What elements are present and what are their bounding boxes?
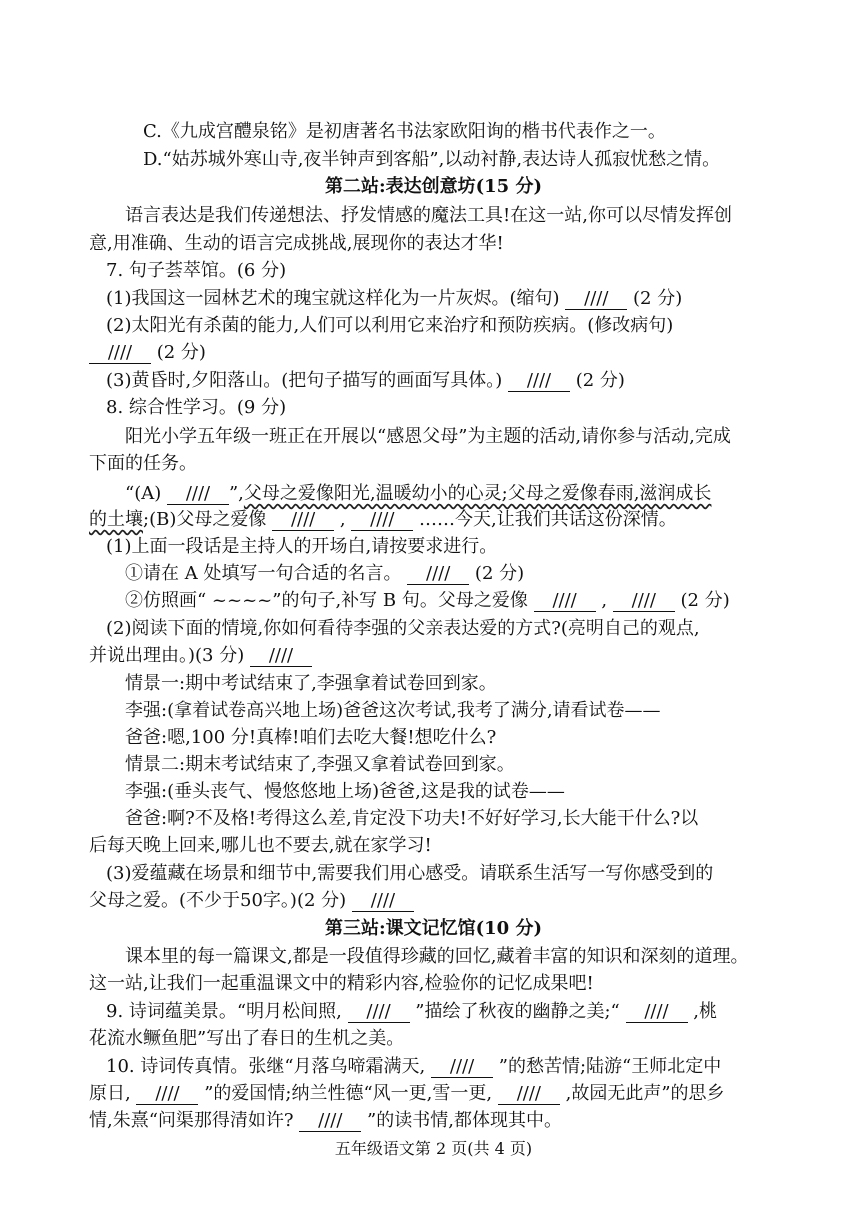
answer-blank[interactable]: //// [250, 646, 312, 667]
page-footer: 五年级语文第 2 页(共 4 页) [334, 1139, 533, 1158]
scene-line: 李强:(垂头丧气、慢悠悠地上场)爸爸,这是我的试卷—— [125, 781, 565, 802]
scene-line: 情景一:期中考试结束了,李强拿着试卷回到家。 [125, 673, 497, 694]
section-3-intro: 这一站,让我们一起重温课文中的精彩内容,检验你的记忆成果吧! [89, 973, 594, 994]
answer-blank[interactable]: //// [626, 1002, 688, 1023]
question-8-1-a: ①请在 A 处填写一句合适的名言。 //// (2 分) [125, 563, 525, 584]
scene-line: 爸爸:啊?不及格!考得这么差,肯定没下功夫!不好好学习,长大能干什么?以 [125, 808, 699, 829]
answer-blank[interactable]: //// [613, 591, 675, 612]
answer-blank[interactable]: //// [348, 1002, 410, 1023]
opening-speech: 的土壤;(B)父母之爱像 //// , //// ……今天,让我们共话这份深情。 [89, 509, 677, 530]
answer-blank[interactable]: //// [565, 289, 627, 310]
question-8-1-b: ②仿照画“ ~~~~”的句子,补写 B 句。父母之爱像 //// , //// (2 分) [125, 590, 730, 611]
option-d: D.“姑苏城外寒山寺,夜半钟声到客船”,以动衬静,表达诗人孤寂忧愁之情。 [143, 149, 721, 170]
question-8-3: (3)爱蕴藏在场景和细节中,需要我们用心感受。请联系生活写一写你感受到的 [106, 863, 714, 884]
answer-blank[interactable]: //// [508, 371, 570, 392]
wavy-sentence: 的土壤 [89, 509, 143, 530]
answer-blank[interactable]: //// [407, 564, 469, 585]
scene-line: 爸爸:嗯,100 分!真棒!咱们去吃大餐!想吃什么? [125, 727, 497, 748]
answer-blank[interactable]: //// [89, 343, 151, 364]
answer-blank-a[interactable]: //// [167, 484, 229, 505]
question-10: 10. 诗词传真情。张继“月落乌啼霜满天, //// ”的愁苦情;陆游“王师北定中 [106, 1056, 722, 1077]
question-8-context: 下面的任务。 [89, 453, 197, 474]
question-7-2-answer: //// (2 分) [89, 340, 867, 366]
answer-blank[interactable]: //// [136, 1084, 198, 1105]
section-3-title: 第三站:课文记忆馆(10 分) [325, 918, 542, 939]
scene-line: 后每天晚上回来,哪儿也不要去,就在家学习! [89, 835, 432, 856]
answer-blank[interactable]: //// [299, 1111, 361, 1132]
question-8-2: (2)阅读下面的情境,你如何看待李强的父亲表达爱的方式?(亮明自己的观点, [106, 618, 700, 639]
answer-blank[interactable]: //// [498, 1084, 560, 1105]
section-3-intro: 课本里的每一篇课文,都是一段值得珍藏的回忆,藏着丰富的知识和深刻的道理。 [125, 946, 749, 967]
question-10: 原日, //// ”的爱国情;纳兰性德“风一更,雪一更, //// ,故园无此声”的思乡 [89, 1083, 725, 1104]
answer-blank[interactable]: //// [431, 1057, 493, 1078]
question-7-2: (2)太阳光有杀菌的能力,人们可以利用它来治疗和预防疾病。(修改病句) [106, 315, 674, 336]
section-2-title: 第二站:表达创意坊(15 分) [325, 176, 542, 197]
answer-blank[interactable]: //// [534, 591, 596, 612]
question-9: 花流水鳜鱼肥”写出了春日的生机之美。 [89, 1028, 405, 1049]
question-8-1: (1)上面一段话是主持人的开场白,请按要求进行。 [106, 536, 498, 557]
opening-speech: “(A) //// ”,父母之爱像阳光,温暖幼小的心灵;父母之爱像春雨,滋润成长 [125, 483, 712, 504]
scene-line: 李强:(拿着试卷高兴地上场)爸爸这次考试,我考了满分,请看试卷—— [125, 700, 661, 721]
question-8-3: 父母之爱。(不少于50字。)(2 分) //// [89, 888, 867, 914]
answer-blank-b1[interactable]: //// [272, 510, 334, 531]
question-7-1: (1)我国这一园林艺术的瑰宝就这样化为一片灰烬。(缩句) //// (2 分) [106, 288, 683, 309]
question-8-context: 阳光小学五年级一班正在开展以“感恩父母”为主题的活动,请你参与活动,完成 [125, 426, 731, 447]
question-10: 情,朱熹“问渠那得清如许? //// ”的读书情,都体现其中。 [89, 1110, 562, 1131]
question-9: 9. 诗词蕴美景。“明月松间照, //// ”描绘了秋夜的幽静之美;“ //// ,桃 [106, 1001, 717, 1022]
scene-line: 情景二:期末考试结束了,李强又拿着试卷回到家。 [125, 754, 515, 775]
question-8-2: 并说出理由。)(3 分) //// [89, 643, 867, 669]
option-c: C.《九成宫醴泉铭》是初唐著名书法家欧阳询的楷书代表作之一。 [143, 121, 666, 142]
answer-blank[interactable]: //// [352, 891, 414, 912]
question-7-3: (3)黄昏时,夕阳落山。(把句子描写的画面写具体。) //// (2 分) [106, 370, 625, 391]
section-2-intro: 意,用准确、生动的语言完成挑战,展现你的表达才华! [89, 233, 504, 254]
question-8-title: 8. 综合性学习。(9 分) [106, 397, 287, 418]
section-2-intro: 语言表达是我们传递想法、抒发情感的魔法工具!在这一站,你可以尽情发挥创 [125, 205, 732, 226]
wavy-sentence: 父母之爱像阳光,温暖幼小的心灵;父母之爱像春雨,滋润成长 [243, 483, 712, 504]
question-7-title: 7. 句子荟萃馆。(6 分) [106, 260, 287, 281]
answer-blank-b2[interactable]: //// [351, 510, 413, 531]
